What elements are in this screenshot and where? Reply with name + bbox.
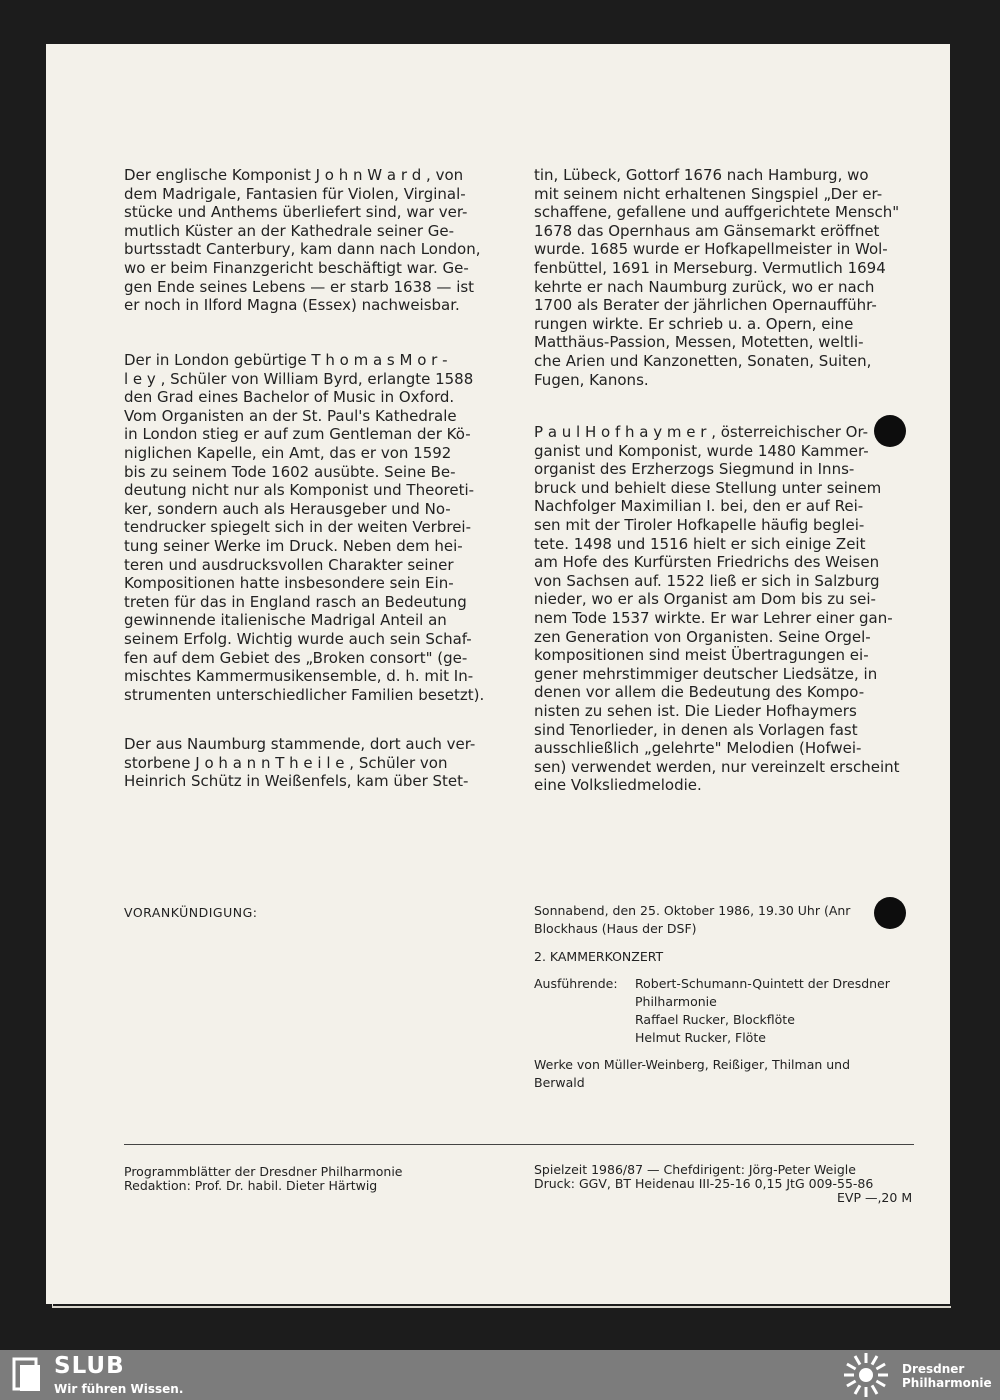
concert-works: Werke von Müller-Weinberg, Reißiger, Thilman und Berwald [534, 1057, 851, 1090]
paragraph-johann-theile: Der aus Naumburg stammende, dort auch ver- storbene J o h a n n T h e i l e , Schüler von Heinrich Schütz in Weißenfels, kam über Stet- [124, 735, 476, 791]
performer-line: Philharmonie [635, 994, 717, 1009]
slub-name: SLUB [54, 1353, 125, 1379]
performers-label: Ausführende: [534, 976, 618, 991]
performers-list [635, 975, 917, 1047]
slub-tagline: Wir führen Wissen. [54, 1382, 184, 1396]
footer-season: Spielzeit 1986/87 — Chefdirigent: Jörg-Peter Weigle [534, 1162, 856, 1177]
concert-date: Sonnabend, den 25. Oktober 1986, 19.30 Uhr (Anr [534, 903, 851, 918]
philharmonie-name-line1: Dresdner [902, 1362, 965, 1376]
footer-print-info: Druck: GGV, BT Heidenau III-25-16 0,15 JtG 009-55-86 [534, 1176, 874, 1191]
footer-divider [124, 1144, 914, 1145]
paragraph-thomas-morley: Der in London gebürtige T h o m a s M o r - l e y , Schüler von William Byrd, erlangte 1588 den Grad eines Bachelor of Music in Oxford. Vom Organisten an der St. Paul's Kathedrale in London stieg er auf zum Gentleman der Kö- niglichen Kapelle, ein Amt, das er von 1592 bis zu seinem Tode 1602 ausübte. Seine Be- deutung nicht nur als Komponist und Theoreti- ker, sondern auch als Herausgeber und No- tendrucker spiegelt sich in der weiten Verbrei- tung seiner Werke im Druck. Neben dem hei- teren und ausdrucksvollen Charakter seiner Kompositionen hatte insbesondere sein Ein- treten für das in England rasch an Bedeutung gewinnende italienische Madrigal Anteil an seinem Erfolg. Wichtig wurde auch sein Schaf- fen auf dem Gebiet des „Broken consort" (ge- mischtes Kammermusikensemble, d. h. mit In- strumenten unterschiedlicher Familien besetzt). [124, 351, 485, 704]
concert-venue: Blockhaus (Haus der DSF) [534, 921, 697, 936]
philharmonie-name-line2: Philharmonie [902, 1376, 992, 1390]
footer-price: EVP —,20 M [837, 1190, 913, 1205]
slub-logo-icon [12, 1357, 42, 1393]
paragraph-johann-theile-continued: tin, Lübeck, Gottorf 1676 nach Hamburg, wo mit seinem nicht erhaltenen Singspiel „Der er- schaffene, gefallene und auffgerichtete Mensch" 1678 das Opernhaus am Gänsemarkt eröffnet wurde. 1685 wurde er Hofkapellmeister in Wol- fenbüttel, 1691 in Merseburg. Vermutlich 1694 kehrte er nach Naumburg zurück, wo er nach 1700 als Berater der jährlichen Opernaufführ- rungen wirkte. Er schrieb u. a. Opern, eine Matthäus-Passion, Messen, Motetten, weltli- che Arien und Kanzonetten, Sonaten, Suiten, Fugen, Kanons. [534, 166, 900, 389]
philharmonie-logo-icon [840, 1351, 892, 1399]
performer-line: Robert-Schumann-Quintett der Dresdner [635, 976, 890, 991]
footer-publication: Programmblätter der Dresdner Philharmonie [124, 1164, 403, 1179]
footer-editor: Redaktion: Prof. Dr. habil. Dieter Härtwig [124, 1178, 378, 1193]
announcement-label: VORANKÜNDIGUNG: [124, 905, 258, 920]
concert-title: 2. KAMMERKONZERT [534, 949, 664, 964]
performer-line: Raffael Rucker, Blockflöte [635, 1012, 795, 1027]
paragraph-paul-hofhaymer: P a u l H o f h a y m e r , österreichischer Or- ganist und Komponist, wurde 1480 Kammer- organist des Erzherzogs Siegmund in Inns- bruck und behielt diese Stellung unter seinem Nachfolger Maximilian I. bei, den er auf Rei- sen mit der Tiroler Hofkapelle häufig beglei- tete. 1498 und 1516 hielt er sich einige Zeit am Hofe des Kurfürsten Friedrichs des Weisen von Sachsen auf. 1522 ließ er sich in Salzburg nieder, wo er als Organist am Dom bis zu sei- nem Tode 1537 wirkte. Er war Lehrer einer gan- zen Generation von Organisten. Seine Orgel- kompositionen sind meist Übertragungen ei- gener mehrstimmiger deutscher Liedsätze, in denen vor allem die Bedeutung des Kompo- nisten zu sehen ist. Die Lieder Hofhaymers sind Tenorlieder, in denen als Vorlagen fast ausschließlich „gelehrte" Melodien (Hofwei- sen) verwendet werden, nur vereinzelt erscheint eine Volksliedmelodie. [534, 423, 900, 795]
paragraph-john-ward: Der englische Komponist J o h n W a r d , von dem Madrigale, Fantasien für Violen, Virginal- stücke und Anthems überliefert sind, war ver- mutlich Küster an der Kathedrale seiner Ge- burtsstadt Canterbury, kam dann nach London, wo er beim Finanzgericht beschäftigt war. Ge- gen Ende seines Lebens — er starb 1638 — ist er noch in Ilford Magna (Essex) nachweisbar. [124, 166, 481, 315]
performer-line: Helmut Rucker, Flöte [635, 1030, 766, 1045]
punch-hole [874, 897, 906, 929]
philharmonie-name [902, 1362, 992, 1390]
punch-hole [874, 415, 906, 447]
